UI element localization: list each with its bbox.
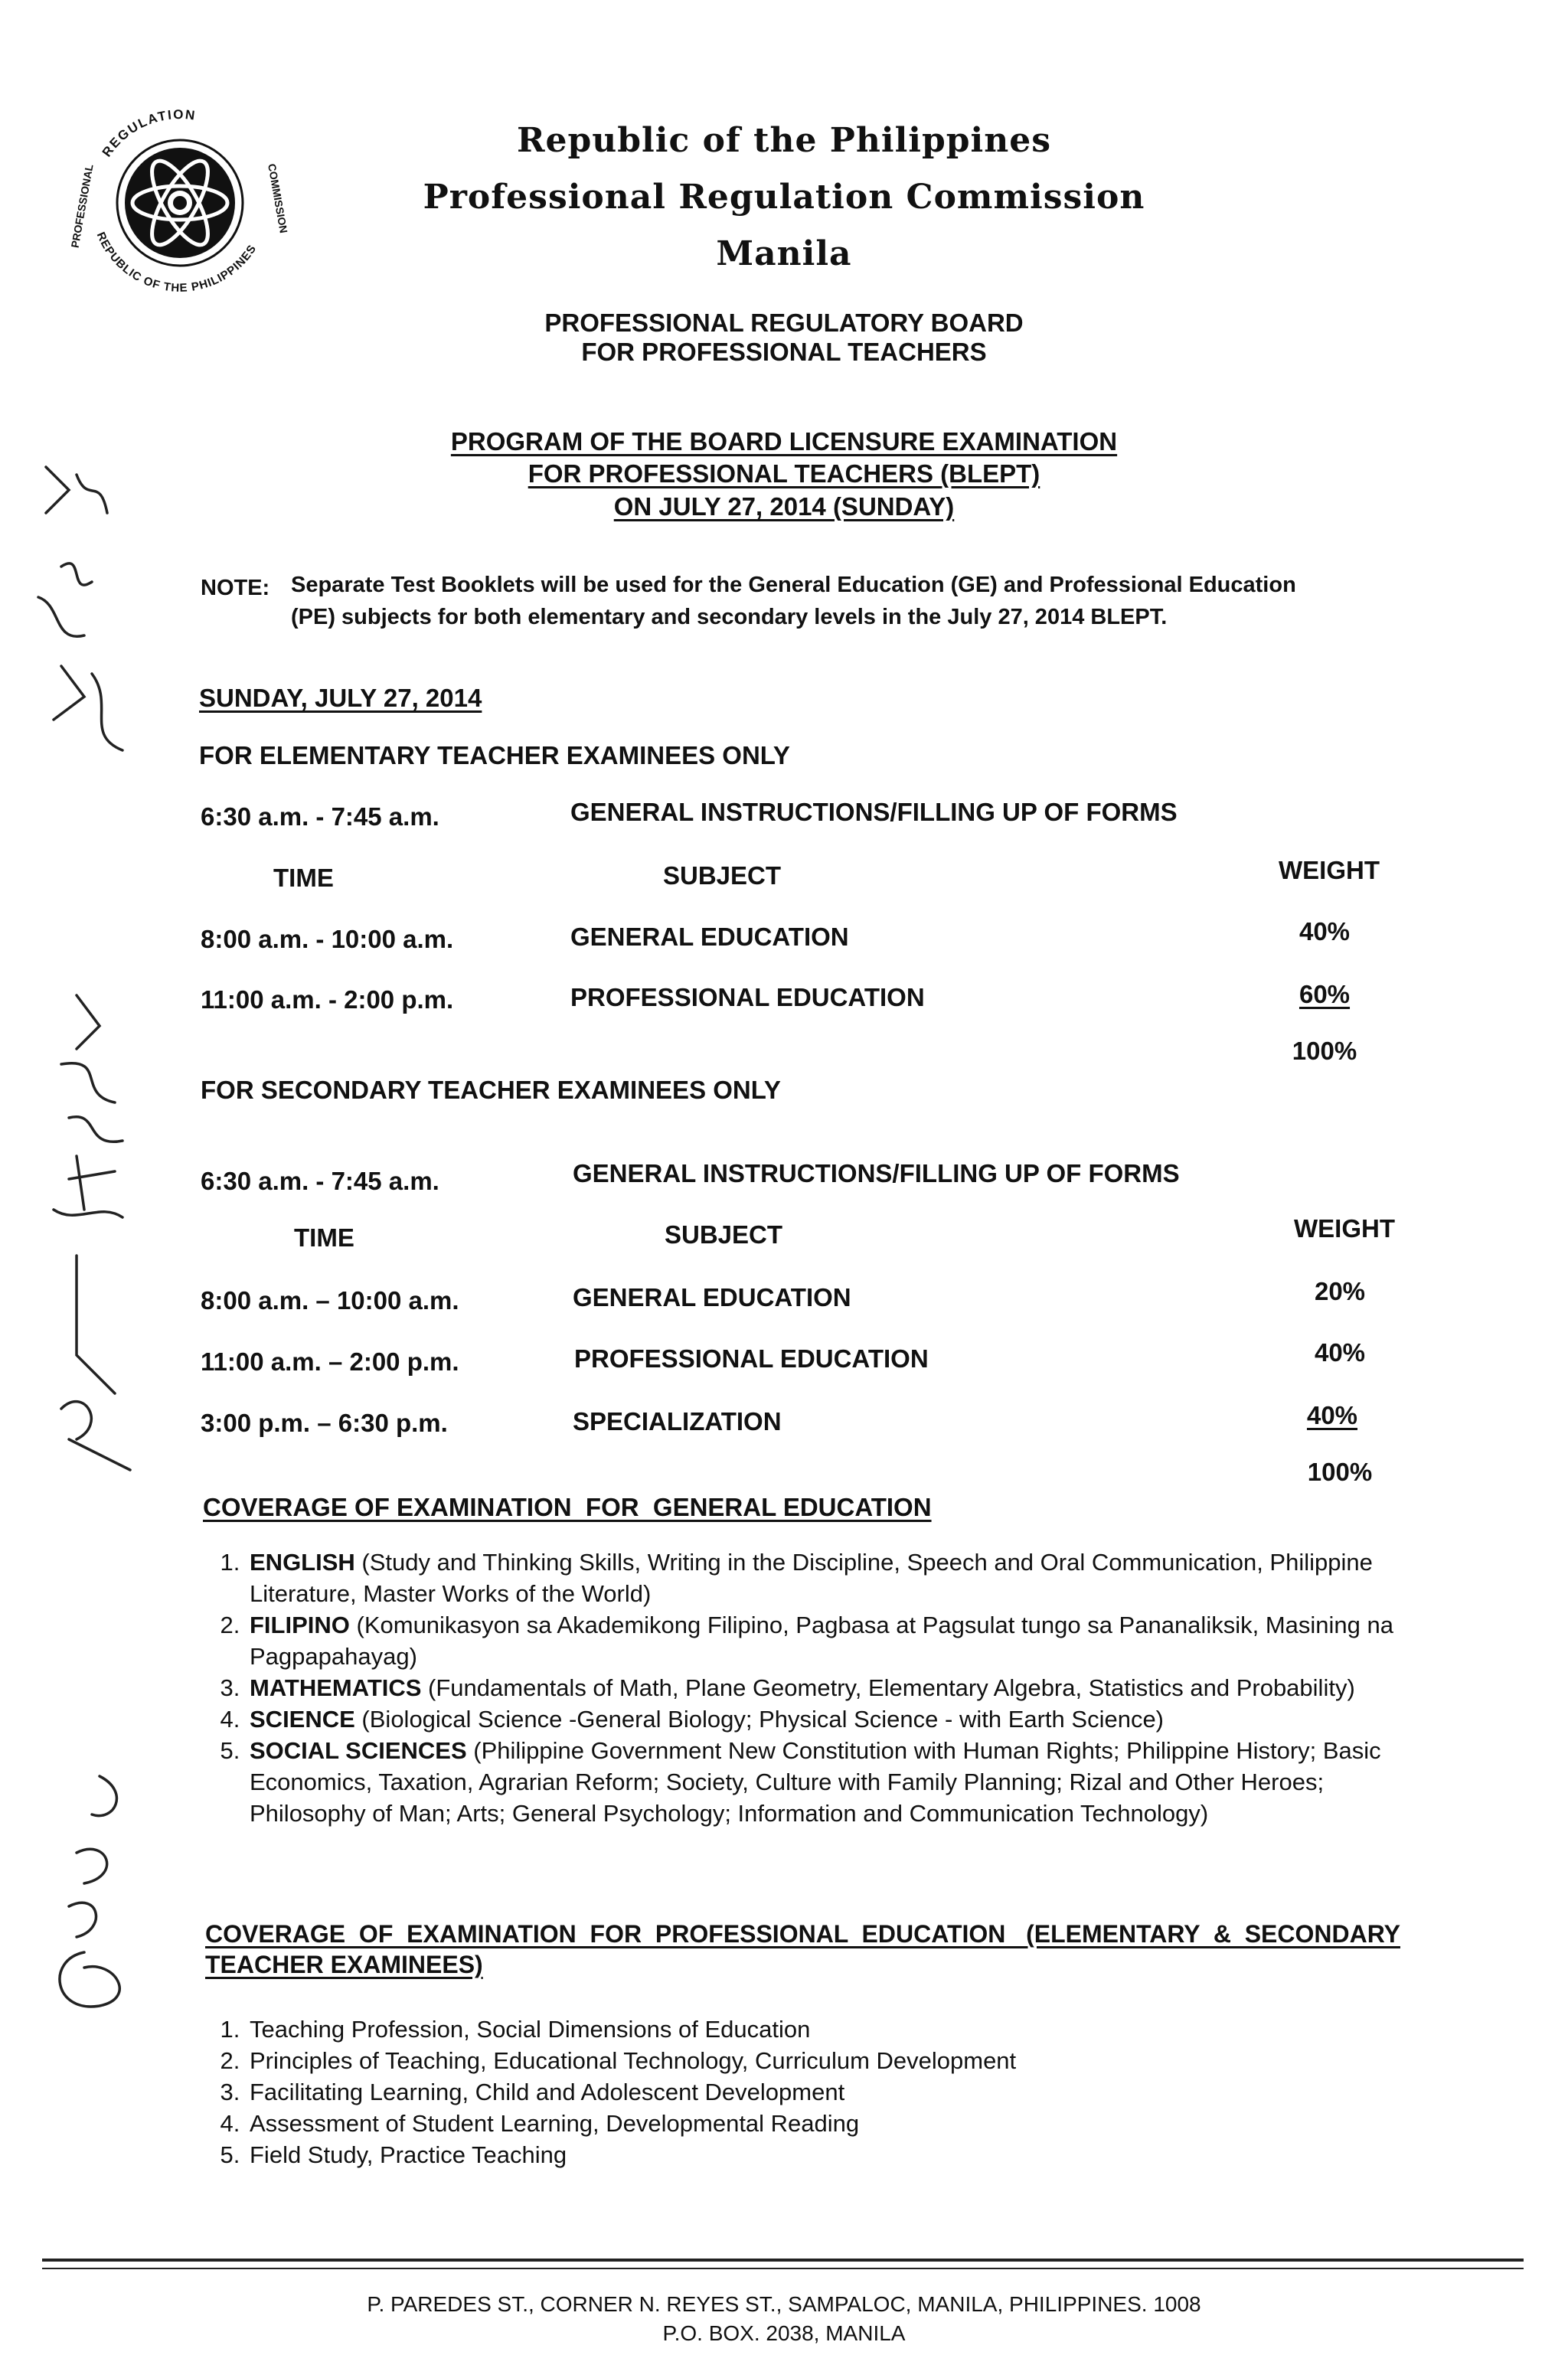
subject-name: FILIPINO bbox=[250, 1612, 350, 1638]
subject-desc: (Philippine Government New Constitution with Human Rights; Philippine History; Basic Economics, Taxation, Agrarian Reform; Society, Culture with Family Planning; Rizal and Other Heroes; Philosophy of Man; Arts; General Psychology; Information and Communication Technology) bbox=[250, 1737, 1381, 1827]
list-item bbox=[247, 1547, 1426, 1609]
list-item bbox=[247, 1735, 1426, 1829]
signature-2 bbox=[31, 980, 153, 1225]
elem-col-time: TIME bbox=[273, 864, 334, 892]
sec-instructions: GENERAL INSTRUCTIONS/FILLING UP OF FORMS bbox=[573, 1159, 1180, 1187]
sec-col-subject: SUBJECT bbox=[665, 1220, 783, 1249]
sec-row-weight: 40% bbox=[1314, 1338, 1366, 1367]
coverage-ge-list bbox=[201, 1547, 1426, 1829]
list-item: 3. Facilitating Learning, Child and Adolescent Development bbox=[247, 2076, 1426, 2108]
subject-name: ENGLISH bbox=[250, 1549, 355, 1576]
subject-name: SOCIAL SCIENCES bbox=[250, 1737, 467, 1764]
sec-row-time: 3:00 p.m. – 6:30 p.m. bbox=[201, 1409, 448, 1437]
signature-4 bbox=[23, 1761, 176, 2029]
header-commission: Professional Regulation Commission bbox=[423, 178, 1145, 217]
elem-total-weight: 100% bbox=[1292, 1037, 1357, 1065]
sec-row-weight: 40% bbox=[1306, 1401, 1358, 1429]
program-title-line3: ON JULY 27, 2014 (SUNDAY) bbox=[613, 492, 955, 521]
signature-1 bbox=[15, 444, 168, 766]
elem-row-time: 11:00 a.m. - 2:00 p.m. bbox=[201, 985, 454, 1014]
note-line1: Separate Test Booklets will be used for the General Education (GE) and Professional Education bbox=[291, 573, 1296, 597]
subject-desc: (Fundamentals of Math, Plane Geometry, Elementary Algebra, Statistics and Probability) bbox=[421, 1674, 1355, 1701]
board-name-line2: FOR PROFESSIONAL TEACHERS bbox=[581, 338, 987, 366]
elem-row-weight: 40% bbox=[1298, 917, 1351, 946]
elementary-heading: FOR ELEMENTARY TEACHER EXAMINEES ONLY bbox=[199, 741, 790, 769]
sec-row-time: 11:00 a.m. – 2:00 p.m. bbox=[201, 1347, 459, 1376]
note-label: NOTE: bbox=[201, 576, 270, 600]
elem-row-subject: PROFESSIONAL EDUCATION bbox=[570, 983, 925, 1011]
sec-row-weight: 20% bbox=[1314, 1277, 1366, 1305]
elem-instructions-time: 6:30 a.m. - 7:45 a.m. bbox=[201, 802, 439, 831]
signature-3 bbox=[31, 1248, 153, 1478]
list-item: 4. Assessment of Student Learning, Developmental Reading bbox=[247, 2108, 1426, 2139]
list-item bbox=[247, 1703, 1426, 1735]
list-item: 2. Principles of Teaching, Educational Technology, Curriculum Development bbox=[247, 2045, 1426, 2076]
elem-row-time: 8:00 a.m. - 10:00 a.m. bbox=[201, 925, 454, 953]
sec-col-time: TIME bbox=[294, 1223, 354, 1252]
elem-row-weight: 60% bbox=[1298, 980, 1351, 1008]
header-republic: Republic of the Philippines bbox=[516, 121, 1052, 160]
subject-desc: (Biological Science -General Biology; Physical Science - with Earth Science) bbox=[354, 1706, 1165, 1733]
list-item bbox=[247, 1672, 1426, 1703]
coverage-pe-heading-line1: COVERAGE OF EXAMINATION FOR PROFESSIONAL EDUCATION (ELEMENTARY & SECONDARY bbox=[205, 1920, 1400, 1948]
footer-rule-thin bbox=[42, 2268, 1524, 2269]
program-title-line2: FOR PROFESSIONAL TEACHERS (BLEPT) bbox=[528, 459, 1040, 488]
footer-rule-thick bbox=[42, 2259, 1524, 2262]
list-item: 1. Teaching Profession, Social Dimensions of Education bbox=[247, 2014, 1426, 2045]
seal-left-text: PROFESSIONAL bbox=[69, 163, 96, 249]
sec-row-subject: GENERAL EDUCATION bbox=[573, 1283, 851, 1311]
coverage-ge-heading: COVERAGE OF EXAMINATION FOR GENERAL EDUCATION bbox=[203, 1493, 932, 1521]
subject-name: MATHEMATICS bbox=[250, 1674, 422, 1701]
board-name-line1: PROFESSIONAL REGULATORY BOARD bbox=[544, 309, 1024, 337]
coverage-pe-heading-line2: TEACHER EXAMINEES) bbox=[205, 1951, 483, 1978]
note-line2: (PE) subjects for both elementary and secondary levels in the July 27, 2014 BLEPT. bbox=[291, 605, 1168, 629]
seal-top-text: REGULATION bbox=[99, 106, 198, 160]
secondary-heading: FOR SECONDARY TEACHER EXAMINEES ONLY bbox=[201, 1076, 781, 1104]
subject-name: SCIENCE bbox=[250, 1706, 355, 1733]
coverage-pe-list bbox=[201, 2014, 1426, 2170]
program-title-line1: PROGRAM OF THE BOARD LICENSURE EXAMINATION bbox=[450, 427, 1118, 456]
elem-col-weight: WEIGHT bbox=[1279, 856, 1380, 884]
sec-total-weight: 100% bbox=[1307, 1458, 1373, 1486]
seal-right-text: COMMISSION bbox=[266, 162, 290, 234]
sec-row-subject: SPECIALIZATION bbox=[573, 1407, 782, 1435]
elem-instructions: GENERAL INSTRUCTIONS/FILLING UP OF FORMS bbox=[570, 798, 1178, 826]
seal-bottom-text: REPUBLIC OF THE PHILIPPINES bbox=[93, 230, 260, 295]
sec-col-weight: WEIGHT bbox=[1294, 1214, 1395, 1243]
footer-address: P. PAREDES ST., CORNER N. REYES ST., SAMPALOC, MANILA, PHILIPPINES. 1008 bbox=[367, 2292, 1201, 2316]
sec-instructions-time: 6:30 a.m. - 7:45 a.m. bbox=[201, 1167, 439, 1195]
list-item bbox=[247, 1609, 1426, 1672]
sec-row-time: 8:00 a.m. – 10:00 a.m. bbox=[201, 1286, 459, 1315]
subject-desc: (Komunikasyon sa Akademikong Filipino, Pagbasa at Pagsulat tungo sa Pananaliksik, Masining na Pagpapahayag) bbox=[250, 1612, 1393, 1670]
footer-pobox: P.O. BOX. 2038, MANILA bbox=[662, 2321, 906, 2345]
exam-date-heading: SUNDAY, JULY 27, 2014 bbox=[199, 684, 482, 712]
subject-desc: (Study and Thinking Skills, Writing in the Discipline, Speech and Oral Communication, Philippine Literature, Master Works of the World) bbox=[250, 1549, 1373, 1607]
elem-col-subject: SUBJECT bbox=[663, 861, 782, 890]
header-manila: Manila bbox=[716, 234, 852, 273]
list-item: 5. Field Study, Practice Teaching bbox=[247, 2139, 1426, 2170]
sec-row-subject: PROFESSIONAL EDUCATION bbox=[574, 1344, 929, 1373]
elem-row-subject: GENERAL EDUCATION bbox=[570, 923, 849, 951]
